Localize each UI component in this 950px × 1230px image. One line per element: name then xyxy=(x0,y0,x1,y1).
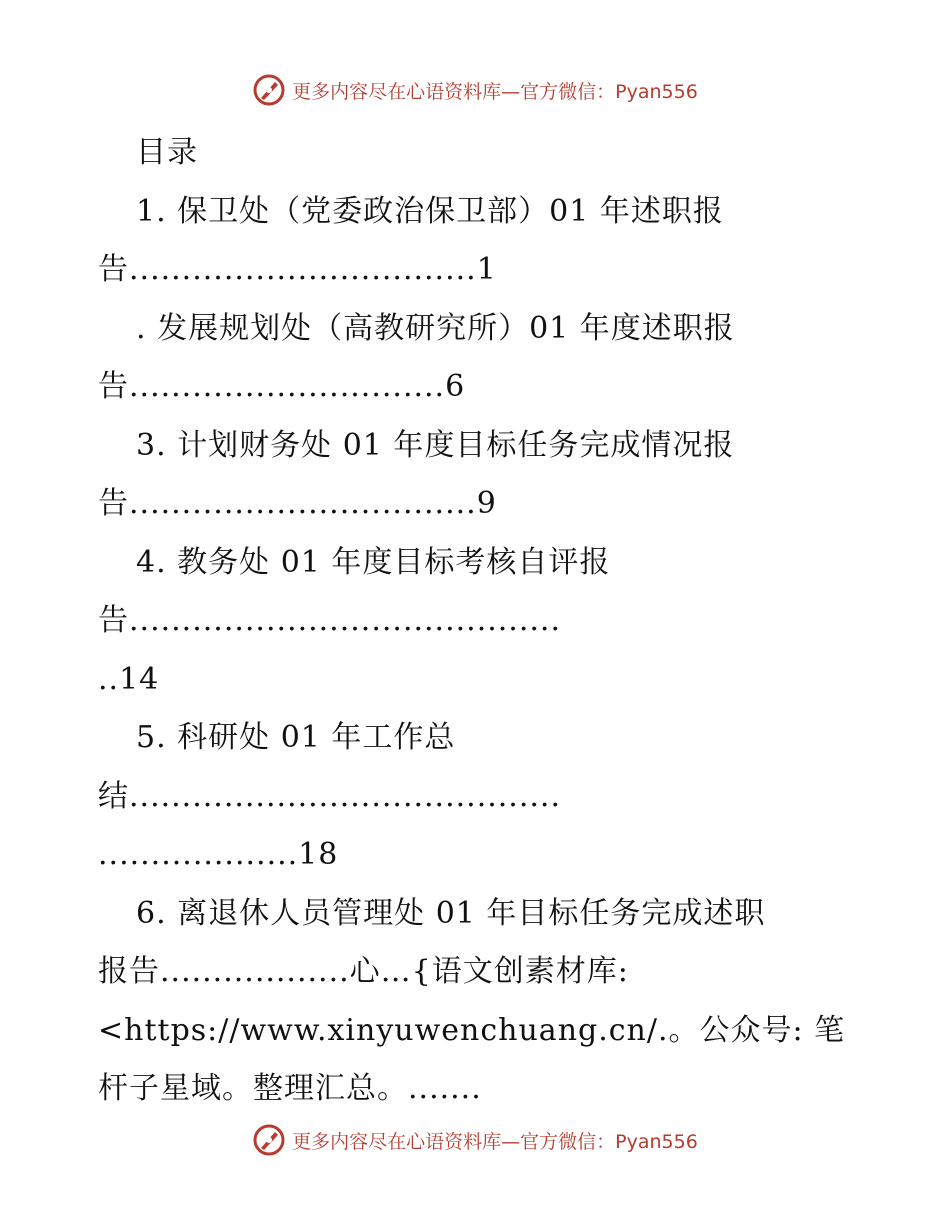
header-banner xyxy=(0,70,950,110)
banner-text: 更多内容尽在心语资料库—官方微信：Pyan556 xyxy=(292,1130,698,1153)
pen-circle-logo-icon xyxy=(252,1123,286,1157)
toc-line: 5. 科研处 01 年工作总 xyxy=(136,720,456,755)
toc-line: 告.................................1 xyxy=(98,252,497,287)
toc-line: 3. 计划财务处 01 年度目标任务完成情况报 xyxy=(136,427,735,463)
table-of-contents xyxy=(98,124,858,1119)
toc-line: 杆子星域。整理汇总。....... xyxy=(98,1071,482,1106)
toc-line: 结......................................... xyxy=(98,778,561,814)
toc-line: <https://www.xinyuwenchuang.cn/.。公众号: 笔 xyxy=(98,1012,846,1048)
toc-line: 告......................................... xyxy=(98,603,561,638)
toc-line: 告.................................9 xyxy=(98,486,497,521)
toc-line: 4. 教务处 01 年度目标考核自评报 xyxy=(136,544,611,580)
toc-line: ..14 xyxy=(98,661,160,697)
toc-line: 报告..................心…{语文创素材库: xyxy=(98,954,629,989)
toc-line: 1. 保卫处（党委政治保卫部）01 年述职报 xyxy=(136,193,724,229)
footer-banner xyxy=(0,1120,950,1160)
pen-circle-logo-icon xyxy=(252,73,286,107)
toc-line: 告..............................6 xyxy=(98,369,466,404)
toc-line: ...................18 xyxy=(98,837,339,872)
toc-line: 6. 离退休人员管理处 01 年目标任务完成述职 xyxy=(136,895,766,931)
banner-text: 更多内容尽在心语资料库—官方微信：Pyan556 xyxy=(292,80,698,103)
toc-heading: 目录 xyxy=(136,135,198,170)
toc-line: . 发展规划处（高教研究所）01 年度述职报 xyxy=(136,310,735,346)
